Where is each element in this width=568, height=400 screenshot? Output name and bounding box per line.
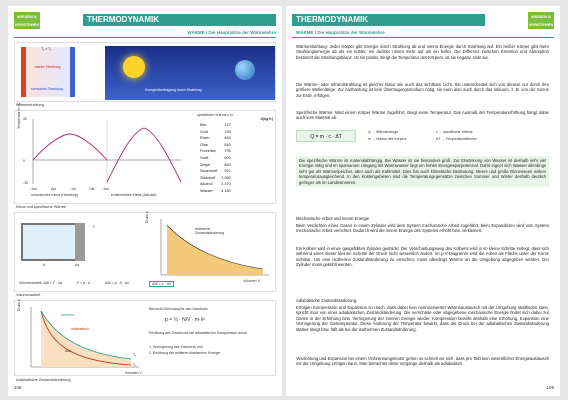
page-subheader-right: WÄRME / Die Hauptsätze der Wärmelehre <box>296 30 385 35</box>
paragraph-infrared: Die Wärme- oder Infrarotstrahlung ist gleicher Natur wie auch das sichtbare Licht. Sie unterscheidet sich von diesem nur durch ihre größere Wellenlänge. Zur Ausbreitung ist kein Übertragungsmedium nötig, sie kann also auch durch das Vakuum, z. B. von der Sonne zur Erde, erfolgen. <box>296 82 549 98</box>
isotherm-label: isotherme Zustandsänderung <box>195 227 225 235</box>
table-row <box>199 182 232 187</box>
caption-jakutsk: kontinentales Klima (Jakutsk) <box>111 193 157 197</box>
page-header: THERMODYNAMIK <box>83 14 276 26</box>
heat-table <box>197 121 234 196</box>
temp-relation-label: T₁ > T₂ <box>41 47 52 51</box>
table-row <box>199 149 232 154</box>
work-label: ΔW <box>65 349 71 353</box>
value-cell: 795 <box>224 149 231 154</box>
weak-radiation-label: schwache Strahlung <box>31 87 63 91</box>
page-header-right: THERMODYNAMIK <box>292 14 485 26</box>
paragraph-mechanical-work: Beim Verdichten eines Gases in einem Zylinder wird dem System mechanische Arbeit zugeführt, beim Expandieren wird vom System mechanische Arbeit verrichtet. Dadurch wird die innere Energie des Systems erhöht bzw. verkleinert. <box>296 223 549 234</box>
bernoulli-title: Bernoulli-Gleichung für den Gasdruck: <box>149 307 209 311</box>
formula-force: F = p · A <box>77 281 91 285</box>
xtick-jan: Jan <box>31 187 37 191</box>
formula-work-expanded: ΔW = p · A · Δs <box>105 281 129 285</box>
adia-xlabel: Volumen V <box>125 371 142 375</box>
material-cell: Ziegel <box>200 162 211 167</box>
table-row <box>199 176 232 181</box>
fig1-caption: Wärmestrahlung <box>16 103 44 107</box>
table-row <box>199 163 232 168</box>
ytick-4: 0 <box>23 159 25 163</box>
adiabatic-curve-label: adiabatisch <box>71 327 89 331</box>
xtick-okt: Okt <box>89 187 95 191</box>
caption-hamburg: ozeanisches Klima (Hamburg) <box>31 193 78 197</box>
radiation-caption-box: Energieübertragung durch Strahlung <box>145 88 202 92</box>
adiabatic-figure <box>14 300 276 376</box>
sun-icon <box>123 56 145 78</box>
legend-dt: ΔT … Temperaturdifferenz <box>436 137 477 141</box>
fig4-caption: Adiabatische Zustandsänderung <box>16 378 71 382</box>
bernoulli-item-2: 2. Erhöhung der mittleren kinetischen Energie. <box>149 351 221 355</box>
table-row <box>199 189 232 194</box>
strong-radiation-label: starke Strahlung <box>35 65 61 69</box>
value-cell: 840 <box>224 142 231 147</box>
bernoulli-item-1: 1. Verringerung des Volumens und <box>149 345 203 349</box>
legend-q: Q … Wärmemenge <box>368 130 399 134</box>
sun-earth-image <box>105 46 275 100</box>
material-cell: Gold <box>200 129 209 134</box>
isotherm-curve-label: isotherm <box>61 313 75 317</box>
right-page <box>286 6 560 396</box>
material-cell: Sauerstoff <box>200 169 218 174</box>
heading-adiabatic: Adiabatische Zustandsänderung. <box>296 298 358 303</box>
left-page <box>8 6 282 396</box>
side-tag: WISSEN & VERSTEHEN <box>14 14 40 27</box>
pv-ylabel: Druck p <box>145 210 149 223</box>
legend-m: m … Masse des Körpers <box>368 137 407 141</box>
fig3-caption: Volumenarbeit <box>16 293 41 297</box>
table-row <box>199 156 232 161</box>
table-row <box>199 123 232 128</box>
earth-icon <box>235 60 255 80</box>
volume-work-figure <box>14 212 276 292</box>
table-row <box>199 143 232 148</box>
legend-c: c … spezifische Wärme <box>436 130 473 134</box>
value-cell: 127 <box>224 123 231 127</box>
adiabatic-chart <box>21 305 141 371</box>
ytick-1: 30 <box>23 117 27 121</box>
material-cell: Graft <box>200 155 209 160</box>
paragraph-engine: Verdichtung und Expansion bei einem Verbrennungsmotor gehen so schnell vor sich, dass pro Takt kein wesentlicher Energieaustausch mit der Umgebung erfolgen kann. Man betrachtet diese Vorgänge deshalb als adiabatisch. <box>296 356 549 367</box>
xtick-jan2: Jan <box>103 187 109 191</box>
paragraph-water: Die spezifische Wärme ist materialabhängig. Bei Wasser ist sie besonders groß. Zur Erwärmung von Wasser ist deshalb sehr viel Energie nötig und im sparsamen Umgang mit Warmwasser liegt ein hohes Energiesparpotenzial. Dafür eignet sich Wasser allerdings sehr gut als Wärmespeicher, aber auch als Kühlmittel. Dies hat auch klimatische Bedeutung. Meere und große Binnenseen wirken temperaturausgleichend. In den Küstengebieten sind die Temperaturgegensätze zwischen Sommer und Winter deshalb deutlich geringer als im Landesinneren. <box>296 156 549 187</box>
xtick-apr: Apr <box>51 187 57 191</box>
climate-chart <box>17 114 187 200</box>
paragraph-adiabatic: Erfolgen Kompression und Expansion so rasch, dass dabei kein nennenswerter Wärmeaustausch mit der Umgebung stattfinden kann, spricht man von einer adiabatischen Zustandsänderung. Die verrichtete oder abgegebene mechanische Energie findet sich dabei zur Gänze in der Erhöhung bzw. Verringerung der inneren Energie wieder. Kompression bewirkt deshalb eine Erhöhung, Expansion eine Verringerung der Gastemperatur. Diese Änderung der Temperatur bewirkt, dass der Druck bei der adiabatischen Zustandsänderung stärker steigt bzw. fällt als bei der isothermen Zustandsänderung. <box>296 305 549 332</box>
table-row <box>199 169 232 174</box>
pv-xlabel: Volumen V <box>243 279 260 283</box>
header-rule-right <box>292 37 554 38</box>
side-tag-right: WISSEN & VERSTEHEN <box>528 14 554 27</box>
table-row <box>199 136 232 141</box>
page-subheader: WÄRME / Die Hauptsätze der Wärmelehre <box>187 30 276 35</box>
table-title: spezifische Wärme c in <box>197 113 233 117</box>
table-unit: J/(kg·K) <box>259 117 273 121</box>
value-cell: 910 <box>224 169 231 174</box>
fig2-caption: Klima und spezifische Wärme <box>16 205 67 209</box>
force-label: F <box>93 225 96 229</box>
paragraph-specific-heat: Spezifische Wärme: Wird einem Körper Wärme zugeführt, steigt seine Temperatur. Das Ausmaß der Temperaturerhöhung hängt dabei auch vom Material ab. <box>296 110 549 121</box>
value-cell: 4 180 <box>221 188 231 193</box>
paragraph-piston: Ein Kolben wird in einen gasgefüllten Zylinder gedrückt. Der Verschiebungsweg des Kolbens wird in so kleine Schritte zerlegt, dass sich während eines dieser kleinen Schritte der Druck nicht wesentlich ändert. Im p-V-Diagramm wird die Arbeit als Fläche unter der Kurve sichtbar. Um eine isotherme Zustandsänderung zu erreichen, muss allerdings Wärme an die Umgebung abgegeben werden. Der Zylinder muss gekühlt werden. <box>296 246 549 268</box>
t2-label: T₂ <box>133 363 137 367</box>
bernoulli-explanation: Erhöhung des Gasdrucks bei adiabatischer Kompression durch <box>149 331 248 335</box>
xtick-jul: Jul <box>71 187 76 191</box>
formula-heat: Q = m · c · ΔT <box>310 134 342 140</box>
material-cell: Alkohol <box>200 182 213 187</box>
table-row <box>199 130 232 135</box>
radiation-figure <box>14 42 276 102</box>
cylinder-diagram <box>21 223 85 261</box>
value-cell: 1 050 <box>221 175 231 180</box>
material-cell: Glas <box>200 142 208 147</box>
formula-box <box>296 130 356 142</box>
piston <box>75 223 85 261</box>
material-cell: Stickstoff <box>200 175 216 180</box>
header-rule <box>14 37 276 38</box>
formula-work-pv: ΔW = p · ΔV <box>149 281 174 287</box>
paragraph-radiation: Wärmestrahlung: Jeder Körper gibt Energie durch Strahlung ab und nimmt Energie durch Strahlung auf. Ein heißer Körper gibt mehr Strahlungsenergie ab als ein kühler, ein dunkler nimmt mehr auf als ein heller. Die Differenz zwischen Emission und Absorption bestimmt die Strahlungsbilanz. Ist sie positiv, steigt die Temperatur des Körpers, ist sie negativ, sinkt sie. <box>296 44 549 60</box>
climate-ylabel: Temperatur in °C <box>17 102 21 129</box>
page-number-right: 109 <box>546 385 554 390</box>
material-cell: Porzellan <box>200 149 216 154</box>
ytick-7: -30 <box>23 181 29 185</box>
area-label: A <box>43 263 46 267</box>
ds-label: Δs <box>75 263 80 267</box>
value-cell: 800 <box>224 155 231 160</box>
bernoulli-equation: p = ⅓ · N/V · m·v̄² <box>165 317 205 323</box>
formula-volume-work: Volumenarbeit: ΔW = F · Δs <box>19 281 63 285</box>
material-cell: Wasser <box>200 188 213 193</box>
value-cell: 840 <box>224 162 231 167</box>
heading-mechanical-work: Mechanische Arbeit und innere Energie <box>296 216 370 221</box>
adia-ylabel: Druck p <box>17 298 21 311</box>
material-cell: Blei <box>200 123 207 127</box>
t1-label: T₁ <box>133 353 137 357</box>
page-number-left: 108 <box>14 385 22 390</box>
value-cell: 460 <box>224 136 231 141</box>
value-cell: 130 <box>224 129 231 134</box>
material-cell: Eisen <box>200 136 210 141</box>
value-cell: 2 370 <box>221 182 231 187</box>
specific-heat-table <box>197 113 273 196</box>
